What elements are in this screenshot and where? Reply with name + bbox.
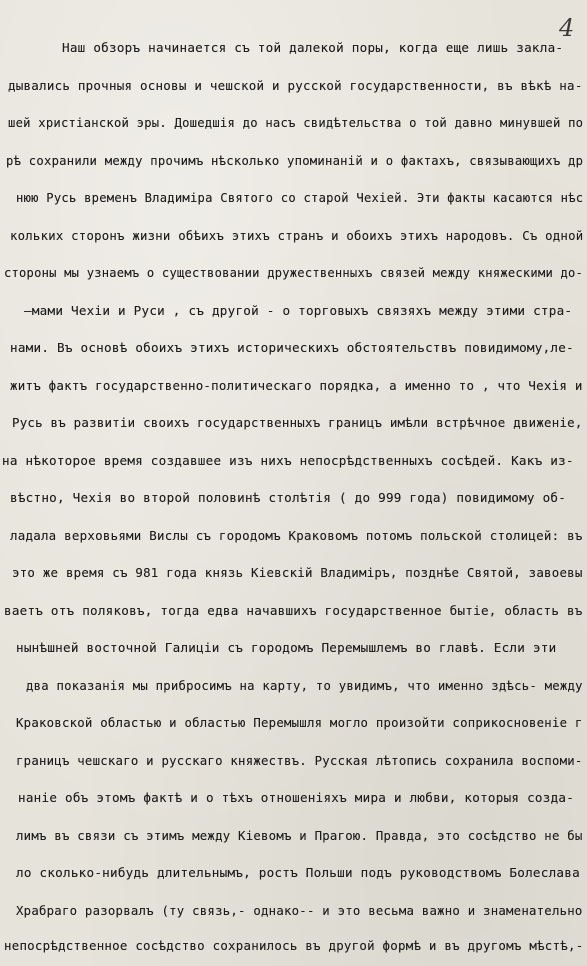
text-line: ло сколько-нибудь длительнымъ, ростъ Польши подъ руководствомъ Болеслава <box>16 865 580 880</box>
text-line: Краковской областью и областью Перемышля могло произойти соприкосновеніе г <box>16 715 583 730</box>
text-line: стороны мы узнаемъ о существовании дружественныхъ связей между княжескими до- <box>4 265 584 280</box>
text-line: наніе объ этомъ фактѣ и о тѣхъ отношеніяхъ мира и любви, которыя созда- <box>18 790 575 805</box>
text-line: нами. Въ основѣ обоихъ этихъ историческихъ обстоятельствъ повидимому,ле- <box>10 340 574 355</box>
text-line: дывались прочныя основы и чешской и русской государственности, въ вѣкѣ на- <box>8 78 583 93</box>
text-line: нынѣшней восточной Галиціи съ городомъ Перемышлемъ во главѣ. Если эти <box>16 640 557 655</box>
text-line: Храбраго разорвалъ (ту связь,- однако-- и это весьма важно и знаменательно <box>16 903 583 918</box>
text-line: непосрѣдственное сосѣдство сохранилось въ другой формѣ и въ другомъ мѣстѣ,- <box>4 938 584 953</box>
text-line: житъ фактъ государственно-политическаго порядка, а именно то , что Чехія и <box>10 378 583 393</box>
text-line: на нѣкоторое время создавшее изъ нихъ непосрѣдственныхъ сосѣдей. Какъ из- <box>2 453 574 468</box>
text-line: —мами Чехіи и Руси , съ другой - о торговыхъ связяхъ между этими стра- <box>24 303 573 318</box>
text-line: Русь въ развитіи своихъ государственныхъ границъ имѣли встрѣчное движеніе, <box>12 415 583 430</box>
text-line: границъ чешскаго и русскаго княжествъ. Русская лѣтопись сохранила воспоми- <box>16 753 583 768</box>
text-line: ладала верховьями Вислы съ городомъ Краковомъ потомъ польской столицей: въ <box>10 528 583 543</box>
text-line: это же время съ 981 года князь Кіевскій Владиміръ, позднѣе Святой, завоевы <box>12 565 583 580</box>
text-line: два показанія мы прибросимъ на карту, то увидимъ, что именно здѣсь- между <box>26 678 583 693</box>
text-line: шей христіанской эры. Дошедшія до насъ свидѣтельства о той давно минувшей по <box>8 115 584 130</box>
text-line: Наш обзоръ начинается съ той далекой поры, когда еще лишь закла- <box>62 40 564 55</box>
page-number: 4 <box>559 14 575 42</box>
text-line: лимъ въ связи съ этимъ между Кіевомъ и Прагою. Правда, это сосѣдство не бы <box>16 828 583 843</box>
text-line: нюю Русь временъ Владиміра Святого со старой Чехіей. Эти факты касаются нѣс <box>16 190 584 205</box>
text-line: рѣ сохранили между прочимъ нѣсколько упоминаній и о фактахъ, связывающихъ др <box>6 153 584 168</box>
text-line: вѣстно, Чехія во второй половинѣ столѣтія ( до 999 года) повидимому об- <box>10 490 567 505</box>
text-line: кольких сторонъ жизни обѣихъ этихъ странъ и обоихъ этихъ народовъ. Съ одной <box>10 228 584 243</box>
text-line: ваетъ отъ поляковъ, тогда едва начавшихъ государственное бытіе, область въ <box>4 603 583 618</box>
